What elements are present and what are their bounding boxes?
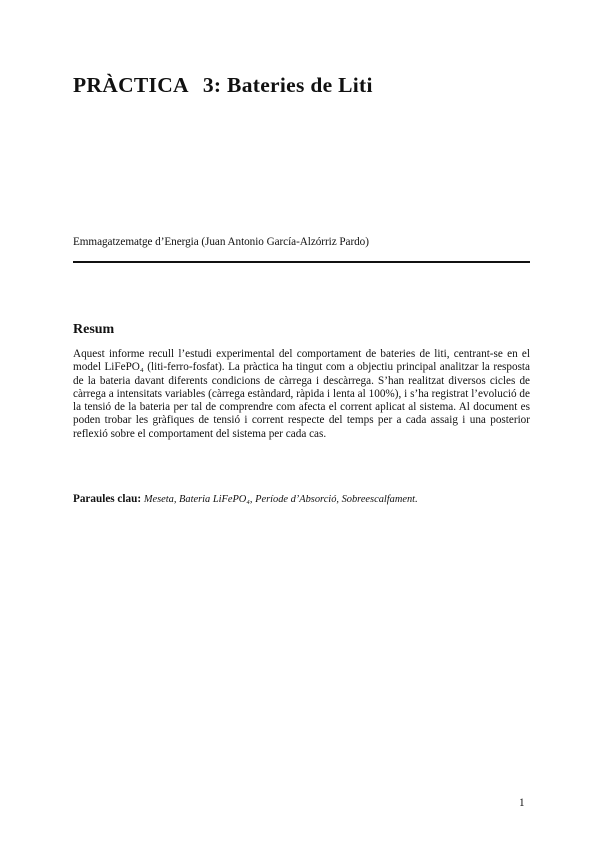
author-affiliation: Emmagatzematge d’Energia (Juan Antonio García-Alzórriz Pardo) [73, 236, 369, 248]
page-number: 1 [519, 797, 525, 809]
keywords-list: Meseta, Bateria LiFePO₄, Període d’Absorció, Sobreescalfament. [143, 494, 418, 505]
keywords-label: Paraules clau: [73, 493, 142, 505]
document-title [73, 73, 373, 98]
abstract-heading: Resum [73, 322, 115, 337]
title-rest: 3: Bateries de Liti [202, 73, 373, 97]
keywords-line [73, 493, 418, 505]
title-prefix: PRÀCTICA [73, 73, 189, 97]
header-divider [73, 261, 530, 263]
abstract-text: Aquest informe recull l’estudi experimental del comportament de bateries de liti, centrant-se en el model LiFePO₄ (liti-ferro-fosfat). La pràctica ha tingut com a objectiu principal analitzar la resposta de la bateria davant diferents condicions de càrrega i descàrrega. S’han realitzat diversos cicles de càrrega a intensitats variables (càrrega estàndard, ràpida i lenta al 100%), i s’ha registrat l’evolució de la tensió de la bateria per tal de comprendre com afecta el corrent aplicat al sistema. Al document es poden trobar les gràfiques de tensió i corrent respecte del temps per a cada assaig i una posterior reflexió sobre el comportament del sistema per cada cas. [73, 348, 530, 440]
